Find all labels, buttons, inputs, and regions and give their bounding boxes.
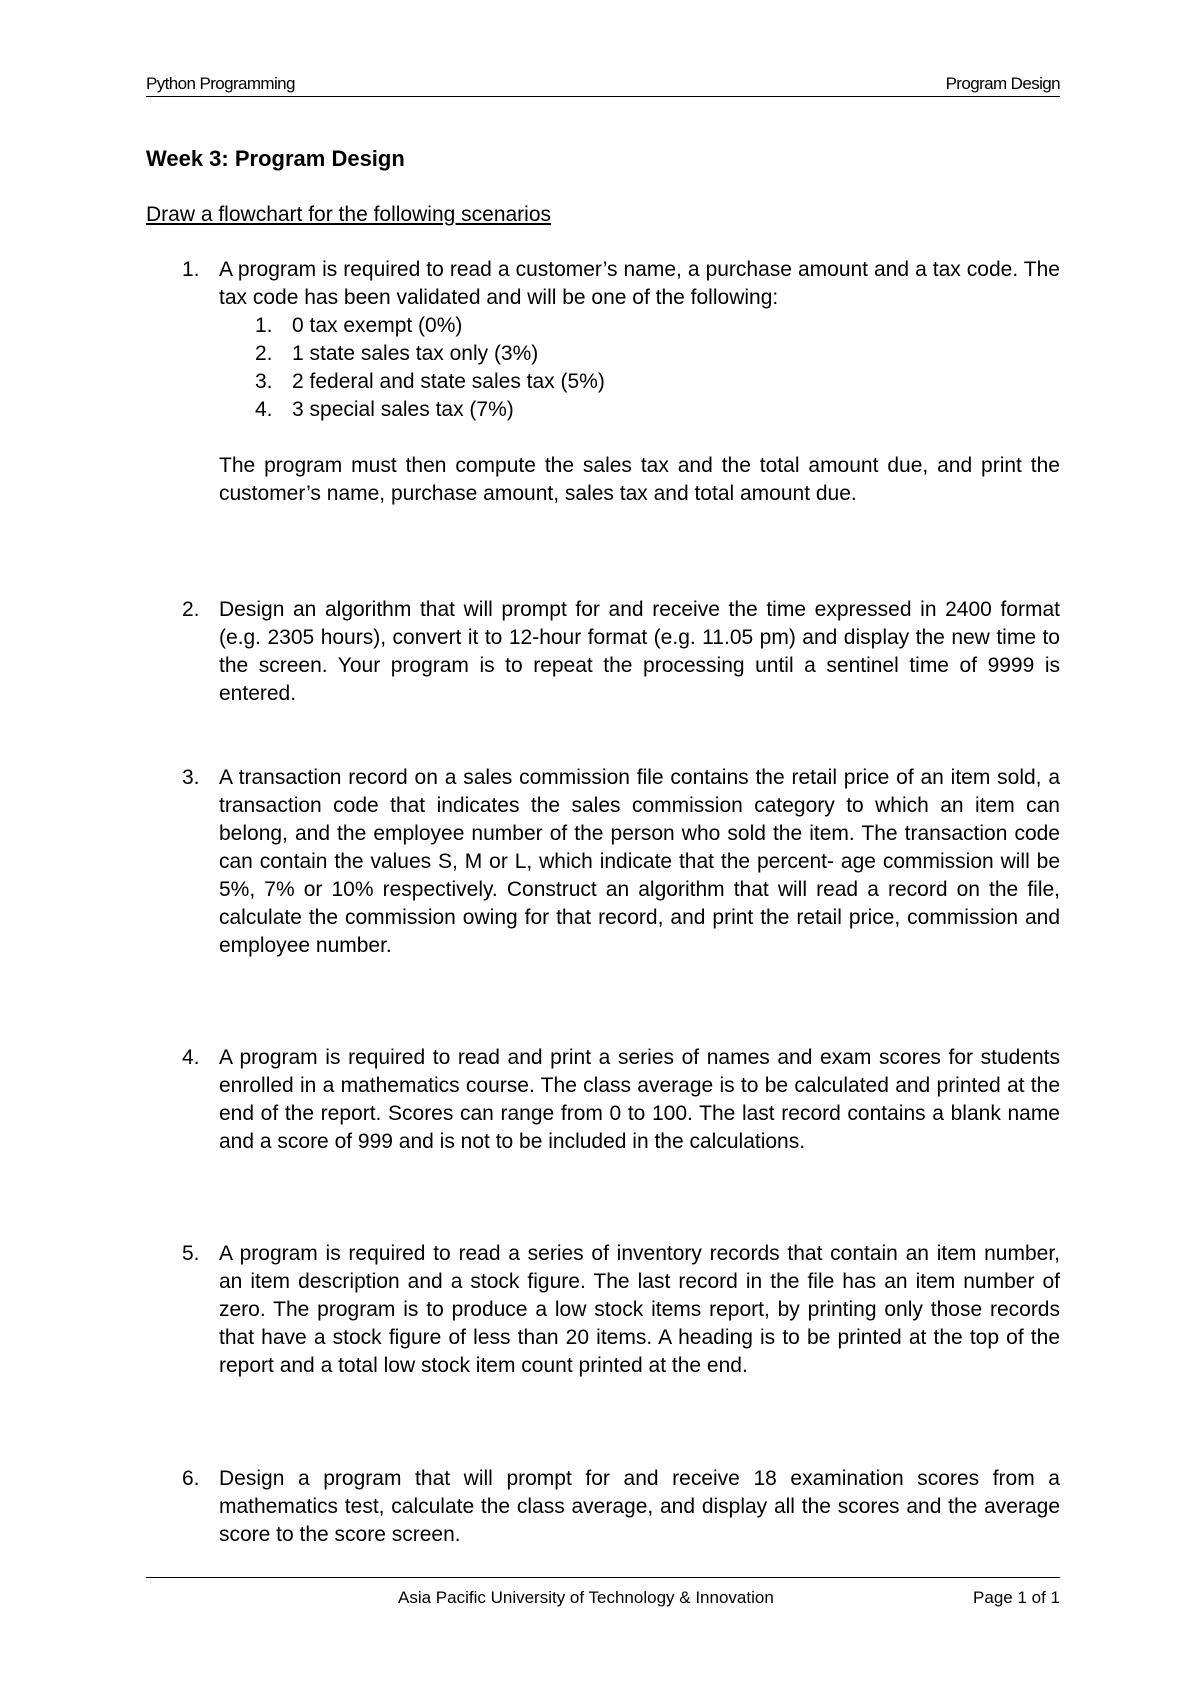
question-text: A program is required to read a series of inventory records that contain an item number, an item description and a stock figure. The last record in the file has an item number of zero. The program is to produce a low stock items report, by printing only those records that have a stock figure of less than 20 items. A heading is to be printed at the top of the report and a total low stock item count printed at the end. (219, 1242, 1060, 1377)
question-number: 3. (182, 766, 200, 789)
list-item-number: 2. (255, 342, 273, 365)
list-item-text: 3 special sales tax (7%) (292, 398, 514, 421)
question-number: 4. (182, 1046, 200, 1069)
question-number: 6. (182, 1467, 200, 1490)
list-item-text: 1 state sales tax only (3%) (292, 342, 539, 365)
footer-institution: Asia Pacific University of Technology & Innovation (398, 1588, 774, 1607)
list-item (219, 368, 1060, 396)
list-item (219, 312, 1060, 340)
list-item-number: 3. (255, 370, 273, 393)
tax-code-list (219, 312, 1060, 424)
question-number: 1. (182, 258, 200, 281)
question-number: 5. (182, 1242, 200, 1265)
question-item (146, 596, 1060, 708)
page-number: Page 1 of 1 (973, 1588, 1060, 1607)
page-header (146, 72, 1060, 97)
list-item (219, 396, 1060, 424)
page-title: Week 3: Program Design (146, 146, 405, 171)
header-course: Python Programming (146, 74, 295, 93)
list-item-text: 2 federal and state sales tax (5%) (292, 370, 605, 393)
question-item (146, 764, 1060, 960)
question-text: A transaction record on a sales commission file contains the retail price of an item sold, a transaction code that indicates the sales commission category to which an item can belong, and the employee number of the person who sold the item. The transaction code can contain the values S, M or L, which indicate that the percent- age commission will be 5%, 7% or 10% respectively. Construct an algorithm that will read a record on the file, calculate the commission owing for that record, and print the retail price, commission and employee number. (219, 766, 1060, 957)
question-text: Design an algorithm that will prompt for and receive the time expressed in 2400 format (e.g. 2305 hours), convert it to 12-hour format (e.g. 11.05 pm) and display the new time to the screen. Your program is to repeat the processing until a sentinel time of 9999 is entered. (219, 598, 1060, 705)
question-item (146, 256, 1060, 508)
header-topic: Program Design (945, 74, 1060, 93)
question-item (146, 1240, 1060, 1380)
list-item (219, 340, 1060, 368)
question-item (146, 1044, 1060, 1156)
question-text: Design a program that will prompt for and receive 18 examination scores from a mathematics test, calculate the class average, and display all the scores and the average score to the score screen. (219, 1467, 1060, 1546)
question-item (146, 1465, 1060, 1549)
list-item-text: 0 tax exempt (0%) (292, 314, 463, 337)
page-footer (146, 1577, 1060, 1618)
question-text: A program is required to read and print a series of names and exam scores for students enrolled in a mathematics course. The class average is to be calculated and printed at the end of the report. Scores can range from 0 to 100. The last record contains a blank name and a score of 999 and is not to be included in the calculations. (219, 1046, 1060, 1153)
list-item-number: 1. (255, 314, 273, 337)
question-text: A program is required to read a customer’s name, a purchase amount and a tax code. The tax code has been validated and will be one of the following: (219, 258, 1060, 309)
instructions-heading: Draw a flowchart for the following scenarios (146, 203, 552, 226)
question-text-continued: The program must then compute the sales tax and the total amount due, and print the customer’s name, purchase amount, sales tax and total amount due. (219, 454, 1060, 505)
list-item-number: 4. (255, 398, 273, 421)
question-number: 2. (182, 598, 200, 621)
